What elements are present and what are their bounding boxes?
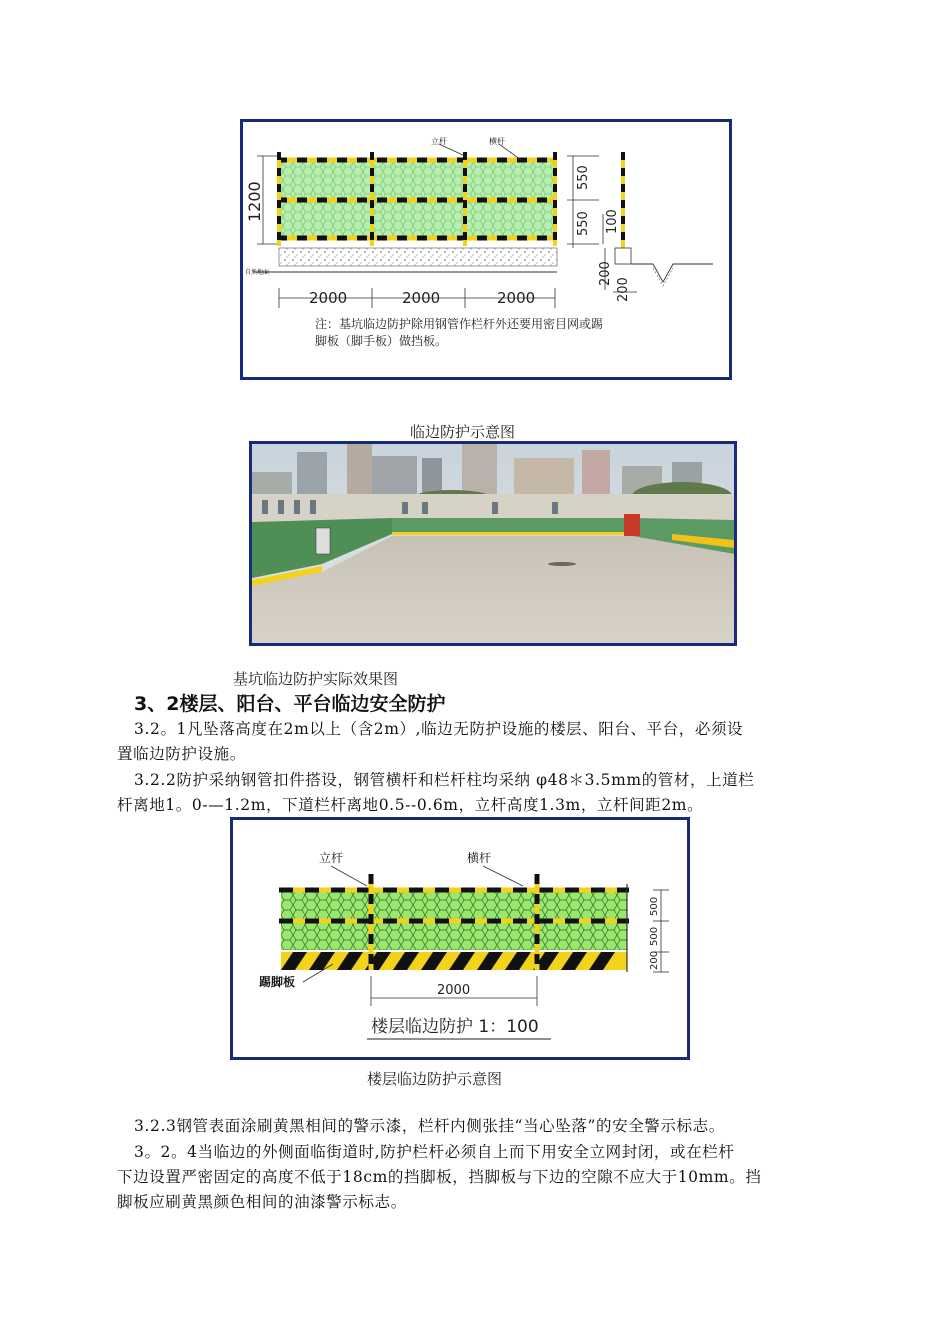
fig1-note-line1: 注：基坑临边防护除用钢管作栏杆外还要用密目网或踢	[315, 317, 604, 331]
fig1-dim-section-top: 100	[605, 209, 620, 234]
fig1-ground-label: 自然地面	[245, 269, 270, 276]
fig1-post-label: 立杆	[431, 137, 447, 146]
figure2-diagram	[233, 820, 687, 1057]
figure1-diagram	[243, 122, 729, 377]
paragraph-3-2-4-line2: 下边设置严密固定的高度不低于18cm的挡脚板，挡脚板与下边的空隙不应大于10mm。挡	[117, 1168, 762, 1186]
paragraph-3-2-4-line3: 脚板应刷黄黑颜色相间的油漆警示标志。	[117, 1193, 407, 1211]
paragraph-3-2-1-line1: 3.2。1凡坠落高度在2m以上（含2m）,临边无防护设施的楼层、阳台、平台，必须设	[134, 720, 744, 738]
photo-caption: 基坑临边防护实际效果图	[233, 670, 399, 688]
figure1-caption: 临边防护示意图	[410, 423, 516, 441]
fig1-dim-section-base: 200	[598, 261, 613, 286]
fig2-post-label: 立杆	[319, 851, 344, 865]
fig2-dim-bottom: 200	[649, 950, 660, 970]
fig1-rail-label: 横杆	[489, 137, 505, 146]
fig2-rail-label: 横杆	[467, 851, 492, 865]
fig1-dim-upper: 550	[576, 165, 591, 190]
fig1-span1: 2000	[309, 289, 348, 307]
fig1-span3: 2000	[497, 289, 536, 307]
paragraph-3-2-3-line1: 3.2.3钢管表面涂刷黄黑相间的警示漆，栏杆内侧张挂“当心坠落”的安全警示标志。	[134, 1117, 725, 1135]
section-heading: 3、2楼层、阳台、平台临边安全防护	[134, 693, 446, 715]
fig2-dim-middle: 500	[649, 926, 660, 946]
fig1-span2: 2000	[402, 289, 441, 307]
fig2-dim-upper: 500	[649, 896, 660, 916]
fig1-note-line2: 脚板（脚手板）做挡板。	[315, 334, 448, 348]
figure2-frame	[230, 817, 690, 1060]
figure1-frame	[240, 119, 732, 380]
fig2-dim-span: 2000	[437, 983, 471, 998]
fig1-dim-height: 1200	[245, 181, 264, 222]
paragraph-3-2-4-line1: 3。2。4当临边的外侧面临街道时,防护栏杆必须自上而下用安全立网封闭，或在栏杆	[134, 1143, 735, 1161]
fig1-dim-section-width: 200	[616, 277, 631, 302]
paragraph-3-2-2-line2: 杆离地1。0-—1.2m，下道栏杆离地0.5--0.6m，立杆高度1.3m，立杆间距2m。	[117, 796, 704, 814]
fig2-title: 楼层临边防护 1：100	[371, 1017, 539, 1037]
site-photo	[252, 444, 734, 643]
fig1-dim-lower: 550	[576, 211, 591, 236]
figure2-caption: 楼层临边防护示意图	[367, 1070, 503, 1088]
paragraph-3-2-2-line1: 3.2.2防护采纳钢管扣件搭设，钢管横杆和栏杆柱均采纳 φ48＊3.5mm的管材，上道栏	[134, 771, 755, 789]
paragraph-3-2-1-line2: 置临边防护设施。	[117, 745, 246, 763]
fig2-toeboard-label: 踢脚板	[259, 975, 296, 989]
site-photo-frame	[249, 441, 737, 646]
